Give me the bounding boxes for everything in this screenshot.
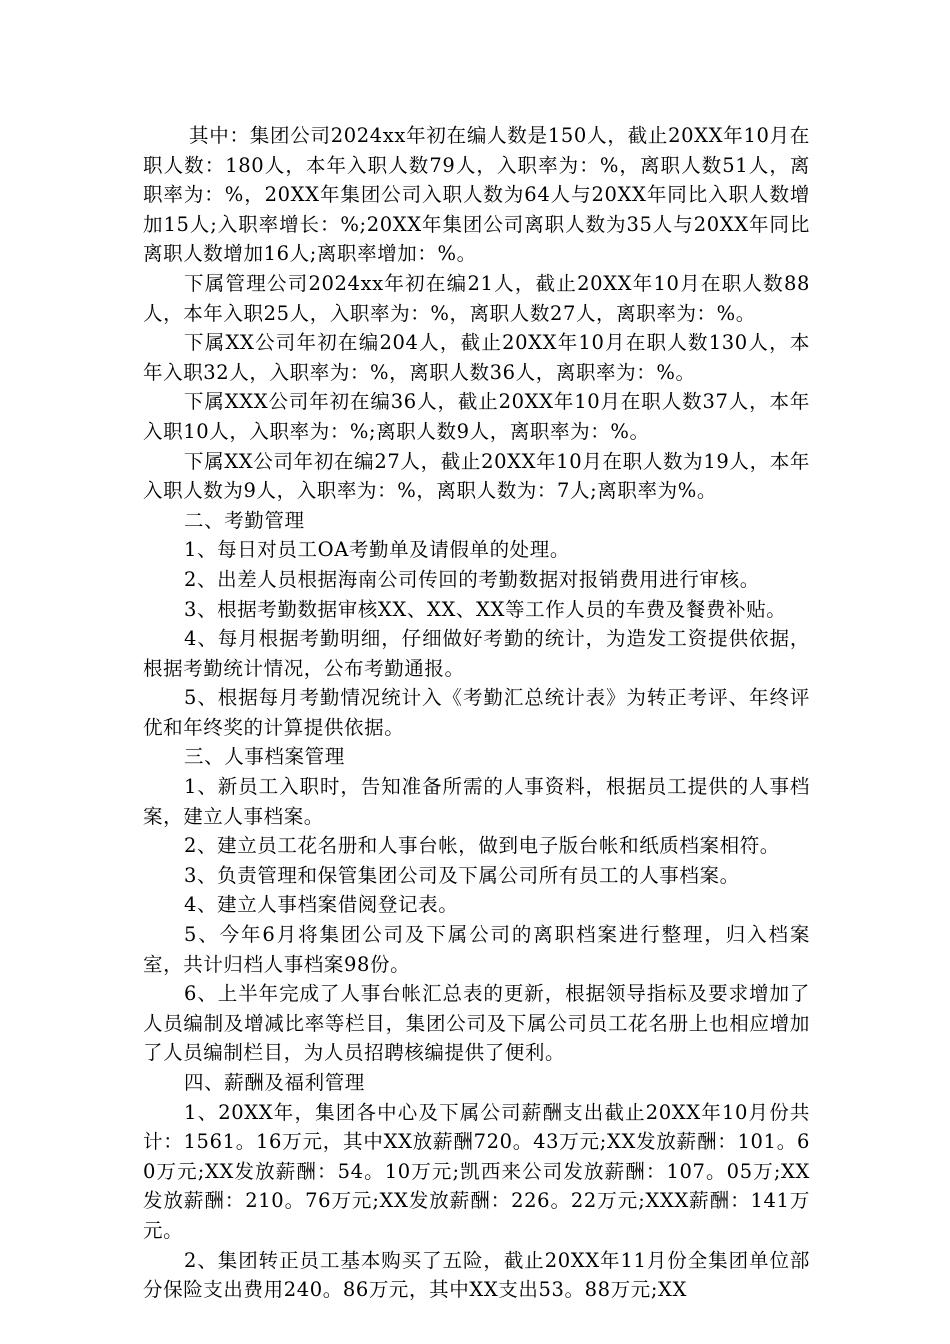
personnel-files-item-4: 4、建立人事档案借阅登记表。 [184, 893, 459, 917]
personnel-files-item-2: 2、建立员工花名册和人事台帐，做到电子版台帐和纸质档案相符。 [184, 834, 780, 858]
personnel-files-item-6: 6、上半年完成了人事台帐汇总表的更新，根据领导指标及要求增加了人员编制及增减比率等栏目，集团公司及下属公司员工花名册上也相应增加了人员编制栏目，为人员招聘核编提供了便利。 [143, 982, 810, 1065]
document-page [143, 121, 810, 1305]
compensation-item-1: 1、20XX年，集团各中心及下属公司薪酬支出截止20XX年10月份共计：1561。16万元，其中XX放薪酬720。43万元;XX发放薪酬：101。60万元;XX发放薪酬：54。10万元;凯西来公司发放薪酬：107。05万;XX发放薪酬：210。76万元;XX发放薪酬：226。22万元;XXX薪酬：141万元。 [143, 1100, 810, 1242]
compensation-item-2: 2、集团转正员工基本购买了五险，截止20XX年11月份全集团单位部分保险支出费用240。86万元，其中XX支出53。88万元;XX [143, 1248, 810, 1302]
section-heading-attendance: 二、考勤管理 [184, 508, 305, 532]
personnel-files-item-5: 5、今年6月将集团公司及下属公司的离职档案进行整理，归入档案室，共计归档人事档案98份。 [143, 923, 810, 976]
attendance-item-5: 5、根据每月考勤情况统计入《考勤汇总统计表》为转正考评、年终评优和年终奖的计算提供依据。 [143, 686, 810, 739]
paragraph-headcount-xx-co-a: 下属XX公司年初在编204人，截止20XX年10月在职人数130人，本年入职32人，入职率为：%，离职人数36人，离职率为：%。 [143, 331, 810, 384]
attendance-item-1: 1、每日对员工OA考勤单及请假单的处理。 [184, 538, 570, 562]
paragraph-headcount-xxx-co: 下属XXX公司年初在编36人，截止20XX年10月在职人数37人，本年入职10人，入职率为：%;离职人数9人，离职率为：%。 [143, 390, 810, 443]
paragraph-headcount-xx-co-b: 下属XX公司年初在编27人，截止20XX年10月在职人数为19人，本年入职人数为9人，入职率为：%，离职人数为：7人;离职率为%。 [143, 449, 811, 503]
attendance-item-2: 2、出差人员根据海南公司传回的考勤数据对报销费用进行审核。 [184, 567, 760, 591]
personnel-files-item-1: 1、新员工入职时，告知准备所需的人事资料，根据员工提供的人事档案，建立人事档案。 [143, 775, 810, 828]
attendance-item-4: 4、每月根据考勤明细，仔细做好考勤的统计，为造发工资提供依据，根据考勤统计情况，公布考勤通报。 [143, 627, 810, 680]
section-heading-personnel-files: 三、人事档案管理 [184, 745, 345, 769]
attendance-item-3: 3、根据考勤数据审核XX、XX、XX等工作人员的车费及餐费补贴。 [184, 597, 787, 621]
personnel-files-item-3: 3、负责管理和保管集团公司及下属公司所有员工的人事档案。 [184, 863, 740, 887]
paragraph-headcount-group: 其中：集团公司2024xx年初在编人数是150人，截止20XX年10月在职人数：180人，本年入职人数79人，入职率为：%，离职人数51人，离职率为：%，20XX年集团公司入职人数为64人与20XX年同比入职人数增加15人;入职率增长：%;20XX年集团公司离职人数为35人与20XX年同比离职人数增加16人;离职率增加：%。 [143, 124, 810, 266]
paragraph-headcount-management-co: 下属管理公司2024xx年初在编21人，截止20XX年10月在职人数88人，本年入职25人，入职率为：%，离职人数27人，离职率为：%。 [143, 271, 810, 325]
section-heading-compensation: 四、薪酬及福利管理 [184, 1071, 365, 1094]
